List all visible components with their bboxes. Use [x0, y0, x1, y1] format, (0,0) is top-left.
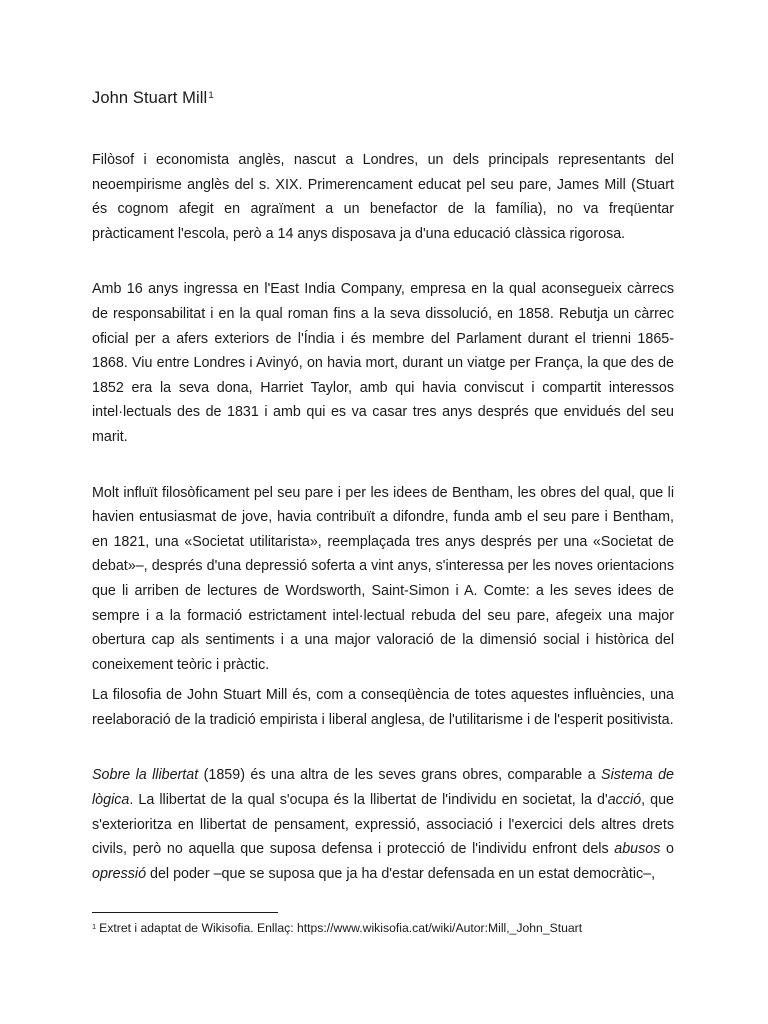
paragraph-5-text-2: . La llibertat de la qual s'ocupa és la llibertat de l'individu en societat, la d' — [129, 792, 608, 809]
page-title — [92, 86, 214, 110]
footnote-separator — [92, 912, 278, 913]
title-text: John Stuart Mill — [92, 89, 208, 107]
document-body — [92, 148, 674, 886]
paragraph-5-text-5: del poder –que se suposa que ja ha d'estar defensada en un estat democràtic–, — [146, 865, 656, 882]
paragraph-4: La filosofia de John Stuart Mill és, com a conseqüència de totes aquestes influències, una reelaboració de la tradició empirista i liberal anglesa, de l'utilitarisme i de l'esperit positivista. — [92, 687, 674, 728]
footnote-mark: 1 — [92, 922, 97, 931]
paragraph-1: Filòsof i economista anglès, nascut a Londres, un dels principals representants del neoempirisme anglès del s. XIX. Primerencament educat pel seu pare, James Mill (Stuart és cognom afegit en agraïment a un benefactor de la família), no va freqüentar pràcticament l'escola, però a 14 anys disposava ja d'una educació clàssica rigorosa. — [92, 152, 674, 242]
title-footnote-mark: 1 — [208, 90, 214, 101]
footnote-text: Extret i adaptat de Wikisofia. Enllaç: https://www.wikisofia.cat/wiki/Autor:Mill,_John_Stuart — [99, 921, 583, 935]
paragraph-3: Molt influït filosòficament pel seu pare i per les idees de Bentham, les obres del qual, que li havien entusiasmat de jove, havia contribuït a difondre, funda amb el seu pare i Bentham, en 1821, una «Societat utilitarista», reemplaçada tres anys després per una «Societat de debat»–, després d'una depressió soferta a vint anys, s'interessa per les noves orientacions que li arriben de lectures de Wordsworth, Saint-Simon i A. Comte: a les seves idees de sempre i a la formació estrictament intel·lectual rebuda del seu pare, afegeix una major obertura cap als sentiments i a una major valoració de la dimensió social i històrica del coneixement teòric i pràctic. — [92, 484, 674, 673]
italic-term: abusos — [614, 841, 661, 858]
paragraph-5-text-1: (1859) és una altra de les seves grans obres, comparable a — [198, 767, 602, 784]
paragraph-5-text-4: o — [660, 841, 674, 858]
italic-term: opressió — [92, 865, 147, 882]
italic-book-title: Sobre la llibertat — [92, 767, 199, 784]
paragraph-2: Amb 16 anys ingressa en l'East India Company, empresa en la qual aconsegueix càrrecs de responsabilitat i en la qual roman fins a la seva dissolució, en 1858. Rebutja un càrrec oficial per a afers exteriors de l'Índia i és membre del Parlament durant el trienni 1865-1868. Viu entre Londres i Avinyó, on havia mort, durant un viatge per França, la que des de 1852 era la seva dona, Harriet Taylor, amb qui havia conviscut i compartit interessos intel·lectuals des de 1831 i amb qui es va casar tres anys després que envidués del seu marit. — [92, 281, 674, 445]
paragraph-5-text-3: , que s'exterioritza en llibertat de pensament, expressió, associació i l'exercici dels altres drets civils, però no aquella que suposa defensa i protecció de l'individu enfront dels — [92, 792, 674, 858]
italic-book-title: Sistema de lògica — [92, 767, 674, 809]
italic-term: acció — [607, 792, 642, 809]
paragraph-5 — [92, 763, 674, 886]
footnote — [92, 920, 582, 936]
